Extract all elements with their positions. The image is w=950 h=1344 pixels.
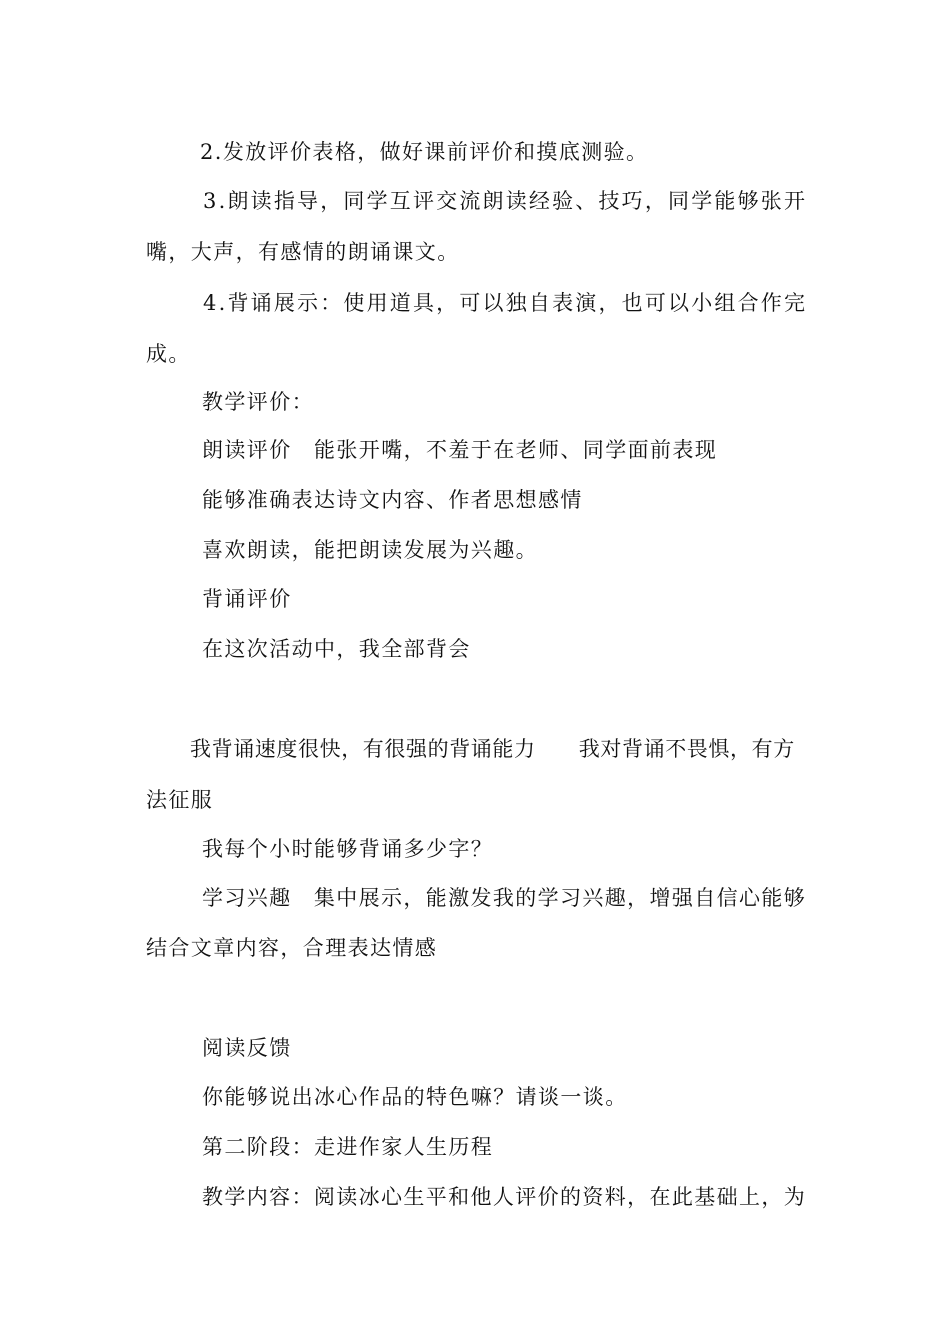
paragraph-line: 在这次活动中，我全部背会 <box>202 637 471 661</box>
paragraph-line: 第二阶段：走进作家人生历程 <box>202 1135 494 1159</box>
paragraph-line: 成。 <box>146 342 191 366</box>
paragraph-line: 结合文章内容，合理表达情感 <box>146 936 438 960</box>
paragraph-line: 3 . 朗 读 指 导 ， 同 学 互 评 交 流 朗 读 经 验 、 技 巧 ， 同 学 能 够 张 开 <box>203 189 805 213</box>
paragraph-line: 喜欢朗读，能把朗读发展为兴趣。 <box>202 538 538 562</box>
section-heading: 阅读反馈 <box>202 1036 292 1060</box>
paragraph-line: 4 . 背 诵 展 示 ： 使 用 道 具 ， 可 以 独 自 表 演 ， 也 可 以 小 组 合 作 完 <box>203 291 805 315</box>
section-heading: 教学评价： <box>202 390 314 414</box>
paragraph-line: 2.发放评价表格，做好课前评价和摸底测验。 <box>200 140 649 164</box>
paragraph-line: 教 学 内 容 ： 阅 读 冰 心 生 平 和 他 人 评 价 的 资 料 ， 在 此 基 础 上 ， 为 <box>202 1185 805 1209</box>
paragraph-line: 背诵评价 <box>202 587 292 611</box>
paragraph-line: 你能够说出冰心作品的特色嘛？请谈一谈。 <box>202 1085 628 1109</box>
paragraph-line: 法征服 <box>146 788 214 812</box>
paragraph-line: 嘴，大声，有感情的朗诵课文。 <box>146 240 460 264</box>
paragraph-line: 我每个小时能够背诵多少字？ <box>202 837 494 861</box>
paragraph-line: 朗读评价 能张开嘴，不羞于在老师、同学面前表现 <box>202 438 718 462</box>
paragraph-line: 能够准确表达诗文内容、作者思想感情 <box>202 488 583 512</box>
paragraph-line: 学 习 兴 趣 集 中 展 示 ， 能 激 发 我 的 学 习 兴 趣 ， 增 强 自 信 心 能 够 <box>202 886 805 910</box>
paragraph-line: 我背诵速度很快，有很强的背诵能力 我对背诵不畏惧，有方 <box>190 737 795 761</box>
